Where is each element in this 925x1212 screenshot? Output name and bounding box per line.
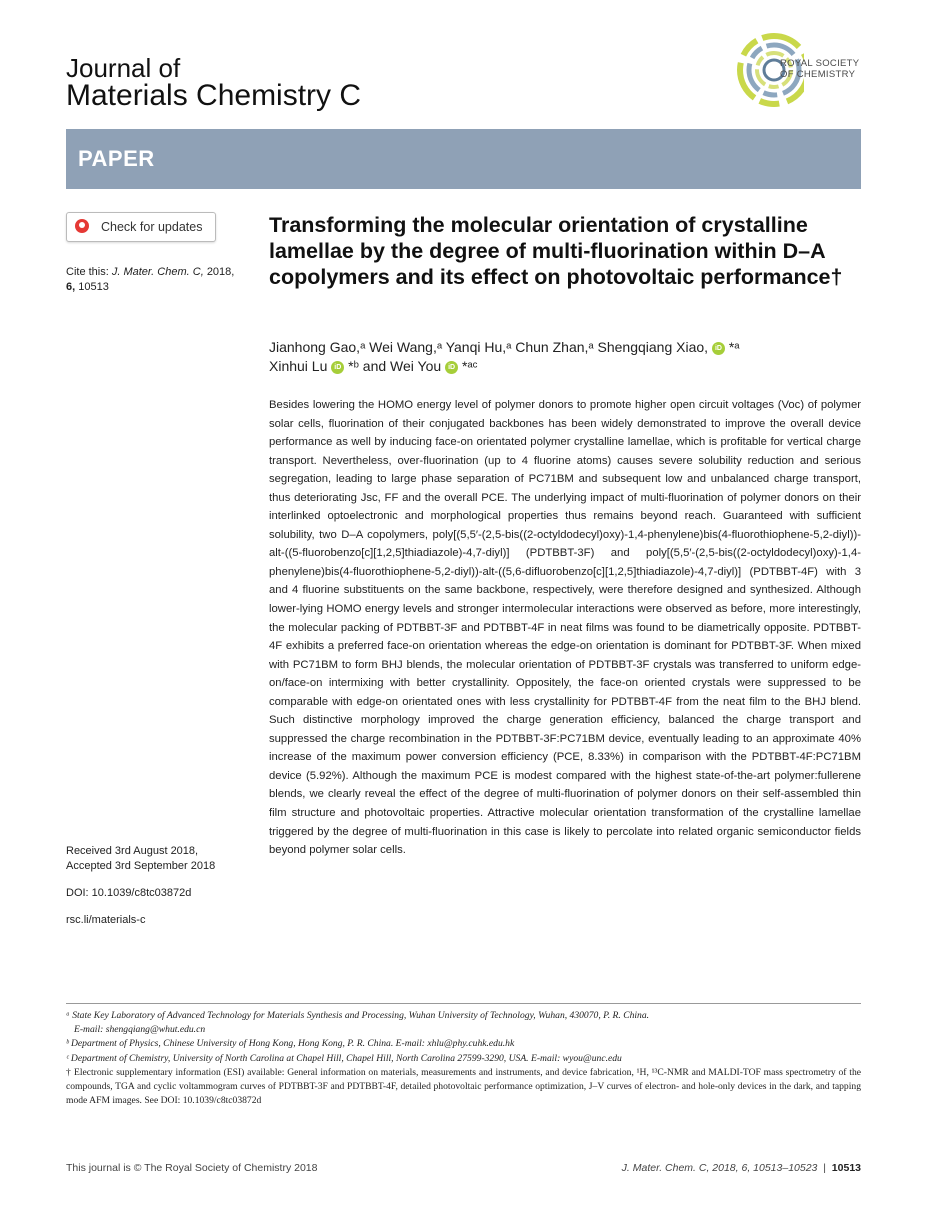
check-for-updates-label: Check for updates xyxy=(101,220,203,234)
rsc-name xyxy=(780,58,859,80)
footnote-b: ᵇ Department of Physics, Chinese University of Hong Kong, Hong Kong, P. R. China. E-mail: xhlu@phy.cuhk.edu.hk xyxy=(66,1038,515,1050)
orcid-icon[interactable]: iD xyxy=(712,342,725,355)
author-you-suffix: *ᵃᶜ xyxy=(461,358,478,374)
abstract: Besides lowering the HOMO energy level of polymer donors to promote higher open circuit voltages (Voc) of polymer solar cells, fluorination of their conjugated backbones has been widely demonstrated to improve the overall device performance as well by inducing face-on orientated polymer crystalline lamellae, which is profitable for vertical charge transport. Nevertheless, over-fluorination (up to 4 fluorine atoms) causes severe solubility reduction and serious segregation, leading to large phase separation of PC71BM and subsequent low and unbalanced charge transport, thus deteriorating Jsc, FF and the overall PCE. The underlying impact of multi-fluorination of polymer donors on their interlinked optoelectronic and morphological properties thus remains beyond reach. Guaranteed with sufficient solubility, two D–A copolymers, poly[(5,5′-(2,5-bis((2-octyldodecyl)oxy)-1,4-phenylene)bis(4-fluorothiophene-5,2-diyl))-alt-((5-fluorobenzo[c][1,2,5]thiadiazole)-4,7-diyl)] (PDTBBT-3F) and poly[(5,5′-(2,5-bis((2-octyldodecyl)oxy)-1,4-phenylene)bis(4-fluorothiophene-5,2-diyl))-alt-((5,6-difluorobenzo[c][1,2,5]thiadiazole)-4,7-diyl)] (PDTBBT-4F) with 3 and 4 fluorine substituents on the same backbone, respectively, were therefore designed and synthesized. Although lower-lying HOMO energy levels and stronger intermolecular interactions were observed as before, more interestingly, the molecular packing of PDTBBT-3F and PDTBBT-4F in neat films was found to be diametrically opposite. PDTBBT-4F exhibits a preferred face-on orientation whereas the edge-on orientation is dominant for PDTBBT-3F. When mixed with PC71BM to form BHJ blends, the molecular orientation of PDTBBT-3F crystals was transferred to uniform edge-on/face-on intermixing with better crystallinity. Oppositely, the face-on oriented crystals were suppressed to be comparable with edge-on orientated ones with less crystallinity for PDTBBT-4F from the neat film to the BHJ blend. Such distinctive morphology improved the charge generation efficiency, balanced the charge transport and suppressed the charge recombination in the PDTBBT-3F:PC71BM device, eventually leading to an approximate 40% increase of the maximum power conversion efficiency (PCE, 8.33%) in comparison with the PDTBBT-4F:PC71BM device (5.92%). Although the maximum PCE is modest compared with the highest state-of-the-art polymer:fullerene blends, we clearly reveal the effect of the degree of multi-fluorination of polymer donors on their self-assembled thin film structure and photovoltaic properties. Attractive molecular orientation transformation of the crystalline lamellae triggered by the degree of multi-fluorination in this case is likely to percolate into related organic semiconductor fields beyond polymer solar cells. xyxy=(269,399,861,857)
footer-citation-text: J. Mater. Chem. C, 2018, 6, 10513–10523 xyxy=(621,1162,818,1174)
footnotes xyxy=(66,1009,861,1108)
journal-title-line2: Materials Chemistry C xyxy=(66,79,362,112)
journal-title xyxy=(66,54,361,110)
footnote-c: ᶜ Department of Chemistry, University of North Carolina at Chapel Hill, Chapel Hill, North Carolina 27599-3290, USA. E-mail: wyou@unc.edu xyxy=(66,1052,622,1064)
footnote-a: ᵃ State Key Laboratory of Advanced Technology for Materials Synthesis and Processing, Wuhan University of Technology, Wuhan, 430070, P. R. China. xyxy=(66,1010,650,1021)
journal-url[interactable]: rsc.li/materials-c xyxy=(66,914,146,926)
crossmark-icon xyxy=(75,219,89,233)
footnote-esi: † Electronic supplementary information (ESI) available: General information on materials, measurements and instruments, and device fabrication, ¹H, ¹³C-NMR and MALDI-TOF mass spectrometry of the compounds, TGA and cyclic voltammogram curves of PDTBBT-3F and PDTBBT-4F, detailed photovoltaic performance optimization, J–V curves of electron- and hole-only devices in the dark, and tapping mode AFM images. See DOI: 10.1039/c8tc03872d xyxy=(66,1066,861,1107)
page-number: 10513 xyxy=(831,1162,861,1174)
authors-line1-suffix: *ᵃ xyxy=(728,339,740,355)
received-date: Received 3rd August 2018, xyxy=(66,845,199,857)
author-lu-suffix: *ᵇ and Wei You xyxy=(348,358,442,374)
rsc-logo xyxy=(734,20,864,120)
doi-text: DOI: 10.1039/c8tc03872d xyxy=(66,887,192,899)
author-line-2 xyxy=(269,357,869,376)
citation-block xyxy=(66,265,246,295)
section-label: PAPER xyxy=(78,146,155,171)
cite-page: 10513 xyxy=(78,281,109,293)
journal-title-line1: Journal of xyxy=(66,53,181,83)
copyright-notice: This journal is © The Royal Society of Chemistry 2018 xyxy=(66,1162,318,1174)
accepted-date: Accepted 3rd September 2018 xyxy=(66,860,216,872)
check-for-updates-button[interactable] xyxy=(66,212,216,242)
cite-prefix: Cite this: xyxy=(66,266,109,278)
cite-volume: 6, xyxy=(66,281,76,293)
footnote-divider xyxy=(66,1003,861,1004)
authors-line1-text: Jianhong Gao,ᵃ Wei Wang,ᵃ Yanqi Hu,ᵃ Chun Zhan,ᵃ Shengqiang Xiao, xyxy=(269,339,709,355)
rsc-name-line2: OF CHEMISTRY xyxy=(780,69,856,80)
author-list xyxy=(269,338,869,376)
orcid-icon[interactable]: iD xyxy=(445,361,458,374)
article-title: Transforming the molecular orientation of crystalline lamellae by the degree of multi-fluorination within D–A copolymers and its effect on photovoltaic performance† xyxy=(269,213,843,289)
cite-journal: J. Mater. Chem. C, xyxy=(111,266,204,278)
section-banner xyxy=(66,129,861,189)
author-line-1 xyxy=(269,338,869,357)
cite-year: 2018, xyxy=(206,266,235,278)
author-lu: Xinhui Lu xyxy=(269,358,328,374)
orcid-icon[interactable]: iD xyxy=(331,361,344,374)
rsc-name-line1: ROYAL SOCIETY xyxy=(780,58,860,69)
article-history xyxy=(66,844,256,928)
footnote-a-email: E-mail: shengqiang@whut.edu.cn xyxy=(74,1024,206,1036)
footer-citation: J. Mater. Chem. C, 2018, 6, 10513–10523 | 10513 xyxy=(621,1162,861,1174)
